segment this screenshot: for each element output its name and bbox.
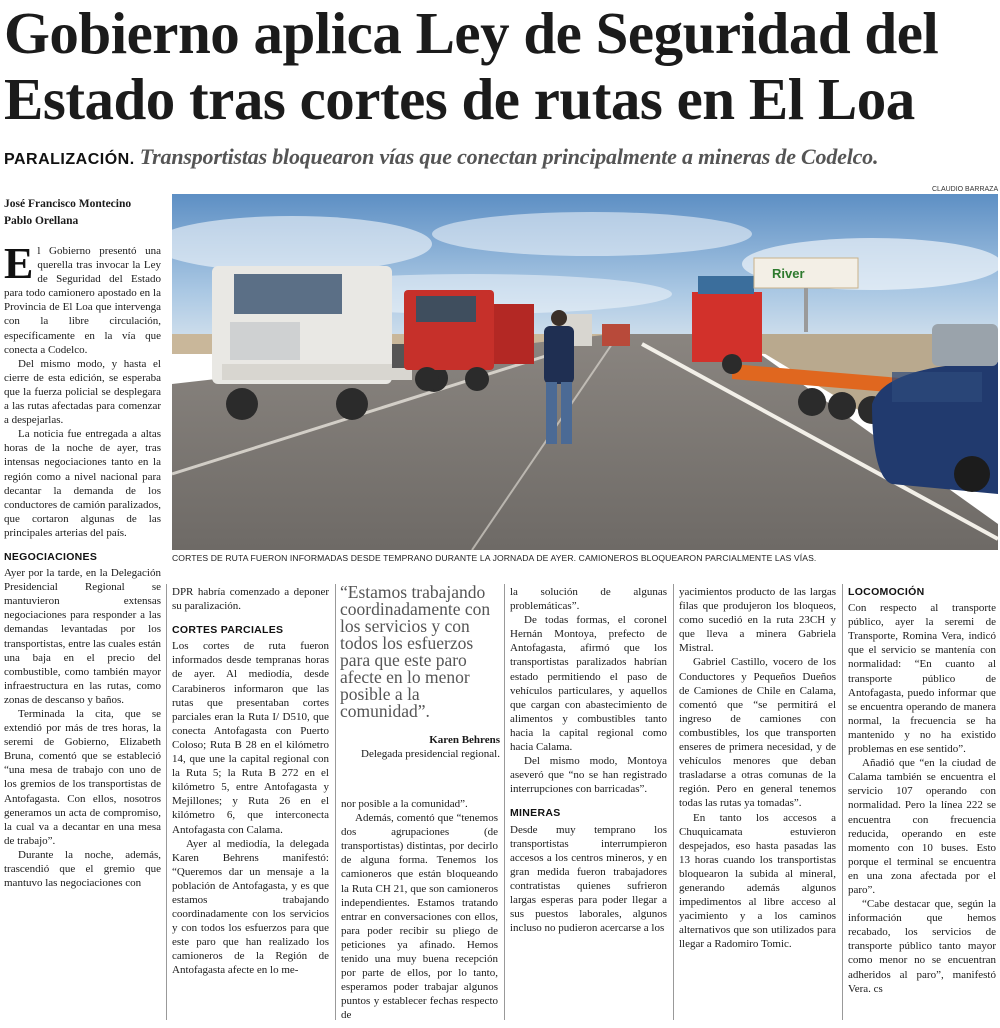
drop-cap: E xyxy=(4,239,34,288)
column-rule xyxy=(842,584,843,1020)
paragraph: Además, comentó que “tenemos dos agrupaciones (de transportistas) distintas, por decirlo de alguna forma. Tenemos los camioneros que están bloqueando la Ruta CH 21, que son camioneros independientes. Estamos tratando entrar en conversaciones con ellos, para poder recibir su pliego de peticiones ya afinado. Hemos tenido una muy buena recepción por parte de ellos, por lo tanto, esperamos poder trabajar algunos puntos y establecer fechas respecto de xyxy=(341,812,498,1022)
column-6 xyxy=(848,585,996,996)
paragraph: Del mismo modo, Montoya aseveró que “no se han registrado interrupciones con barricadas”. xyxy=(510,755,667,796)
byline xyxy=(4,196,164,230)
author-name: José Francisco Montecino xyxy=(4,198,132,210)
kicker-line xyxy=(4,144,998,170)
news-photo xyxy=(172,194,998,550)
column-4 xyxy=(510,585,667,935)
paragraph: Desde muy temprano los transportistas interrumpieron accesos a los centros mineros, y en gran medida fueron trabajadores contratistas quienes sufrieron largas esperas para poder llegar a sus puestos laborales, algunos incluso no pudieron acercarse a los xyxy=(510,823,667,935)
paragraph xyxy=(4,239,161,357)
column-3 xyxy=(341,797,498,1023)
photo-credit: CLAUDIO BARRAZA xyxy=(932,186,999,193)
paragraph: De todas formas, el coronel Hernán Montoya, prefecto de Antofagasta, afirmó que los transportistas paralizados habrían estado permitiendo el paso de vehículos particulares, y aquellos que cargan con abastecimiento de alimentos y combustibles tanto hacia la capital regional como hacia Calama. xyxy=(510,614,667,754)
pull-quote-name: Karen Behrens xyxy=(429,734,500,746)
paragraph: Añadió que “en la ciudad de Calama también se encuentra el servicio 107 operando con normalidad. Pero la línea 222 se encuentra con frecuencia reducida, operando en este momento con 10 buses. Esto porque el terminal se encuentra en una zona afectada por el paro”. xyxy=(848,757,996,896)
paragraph-text: “Cabe destacar que, según la información que hemos recabado, los servicios de transporte público tanto mayor como menor no se encuentran adheridos al paro”, manifestó Vera. xyxy=(848,898,996,995)
paragraph: nor posible a la comunidad”. xyxy=(341,798,468,810)
pull-quote xyxy=(340,584,500,760)
pull-quote-role: Delegada presidencial regional. xyxy=(361,748,500,760)
column-rule xyxy=(335,584,336,1020)
paragraph: DPR habría comenzado a deponer su paralización. xyxy=(172,586,329,613)
subhead-negociaciones: NEGOCIACIONES xyxy=(4,550,98,563)
photo-caption: CORTES DE RUTA FUERON INFORMADAS DESDE TEMPRANO DURANTE LA JORNADA DE AYER. CAMIONEROS BLOQUEARON PARCIALMENTE LAS VÍAS. xyxy=(172,553,817,563)
paragraph: Gabriel Castillo, vocero de los Conductores y Pequeños Dueños de Camiones de Chile en Calama, comentó que “se permitirá el ingreso de camiones con combustibles, los que transporten enseres de primera necesidad, y de vehículos menores que deban trasladarse a otras comunas de la región. Pero en general tenemos todas las rutas ya tomadas”. xyxy=(679,656,836,810)
author-name: Pablo Orellana xyxy=(4,215,79,227)
paragraph: Ayer al mediodía, la delegada Karen Behrens manifestó: “Queremos dar un mensaje a la población de Antofagasta, y es que estamos trabajando coordinadamente con los servicios y con todos los esfuerzos para que este paro que han realizado los camioneros de la Región de Antofagasta afecte en lo me- xyxy=(172,837,329,977)
paragraph-text: l Gobierno presentó una querella tras invocar la Ley de Seguridad del Estado para todo camionero apostado en la Provincia de El Loa que intervenga con la libre circulación, específicamente en la vía que conecta a Codelco. xyxy=(4,245,161,356)
paragraph: Durante la noche, además, trascendió que el gremio que mantuvo las negociaciones con xyxy=(4,848,161,890)
column-2 xyxy=(172,585,329,978)
subhead-locomocion: LOCOMOCIÓN xyxy=(848,586,925,598)
column-rule xyxy=(166,584,167,1020)
kicker: PARALIZACIÓN. xyxy=(4,151,135,168)
paragraph: En tanto los accesos a Chuquicamata estuvieron despejados, eso hasta pasadas las 13 horas cuando los transportistas bloquearon la subida al mineral, generando además algunos impedimentos al libre acceso al yacimiento y a los caminos alternativos que son utilizados para llegar a Radomiro Tomic. xyxy=(679,811,836,951)
deck: Transportistas bloquearon vías que conectan principalmente a mineras de Codelco. xyxy=(139,144,879,169)
column-1 xyxy=(4,239,161,890)
paragraph: Los cortes de ruta fueron informados desde tempranas horas de ayer. Al mediodía, desde Carabineros informaron que las rutas que presentaban cortes parciales eran la Ruta I/ D510, que conecta Antofagasta con Puerto Coloso; Ruta B 28 en el kilómetro 14, que une la capital regional con la Ruta 5; la Ruta B 272 en el kilómetro 5, entre Antofagasta y Mejillones; y Ruta 26 en el kilómetro 6, que interconecta Antofagasta con Calama. xyxy=(172,640,329,836)
end-mark: cs xyxy=(873,982,883,995)
paragraph: Terminada la cita, que se extendió por más de tres horas, la seremi de Gobierno, Elizabeth Bruna, comentó que se estableció “una mesa de trabajo con uno de los gremios de los transportistas de Antofagasta. Con ellos, nosotros generamos un acta de compromiso, la cual va a decantar en una mesa de trabajo”. xyxy=(4,708,161,847)
column-rule xyxy=(673,584,674,1020)
paragraph: Del mismo modo, y hasta el cierre de esta edición, se esperaba que la fuerza policial se desplegara a las rutas afectadas para comenzar a despejarlas. xyxy=(4,357,161,427)
paragraph: Con respecto al transporte público, ayer la seremi de Transporte, Romina Vera, indicó que el servicio se mantenía con normalidad: “En cuanto al transporte público de Antofagasta, puedo informar que se encuentra operando de manera normal, la frecuencia se ha mantenido y no ha existido problemas en ese sentido”. xyxy=(848,602,996,756)
paragraph: yacimientos producto de las largas filas que produjeron los bloqueos, como sucedió en la ruta 23CH y que lleva a minera Gabriela Mistral. xyxy=(679,586,836,655)
pull-quote-text: “Estamos trabajando coordinadamente con los servicios y con todos los esfuerzos para que este paro afecte en lo menor posible a la comunidad”. xyxy=(340,582,491,721)
paragraph: la solución de algunas problemáticas”. xyxy=(510,586,667,613)
subhead-mineras: MINERAS xyxy=(510,807,561,820)
column-5 xyxy=(679,585,836,951)
headline: Gobierno aplica Ley de Seguridad del Estado tras cortes de rutas en El Loa xyxy=(4,0,939,132)
paragraph: La noticia fue entregada a altas horas de la noche de ayer, tras intensas negociaciones tanto en la región como a nivel nacional para decantar la demanda de los conductores de camión paralizados, que cortaron algunas de las principales arterias del país. xyxy=(4,428,161,539)
column-rule xyxy=(504,584,505,1020)
paragraph: Ayer por la tarde, en la Delegación Presidencial Regional se mantuvieron extensas negociaciones para responder a las demandas levantadas por los transportistas, entre las cuales están una baja en el precio del combustible, como también mayor infraestructura en las rutas, como zonas de descanso y baños. xyxy=(4,567,161,706)
billboard-text: River xyxy=(772,266,805,281)
subhead-cortes-parciales: CORTES PARCIALES xyxy=(172,624,284,637)
paragraph xyxy=(848,897,996,996)
